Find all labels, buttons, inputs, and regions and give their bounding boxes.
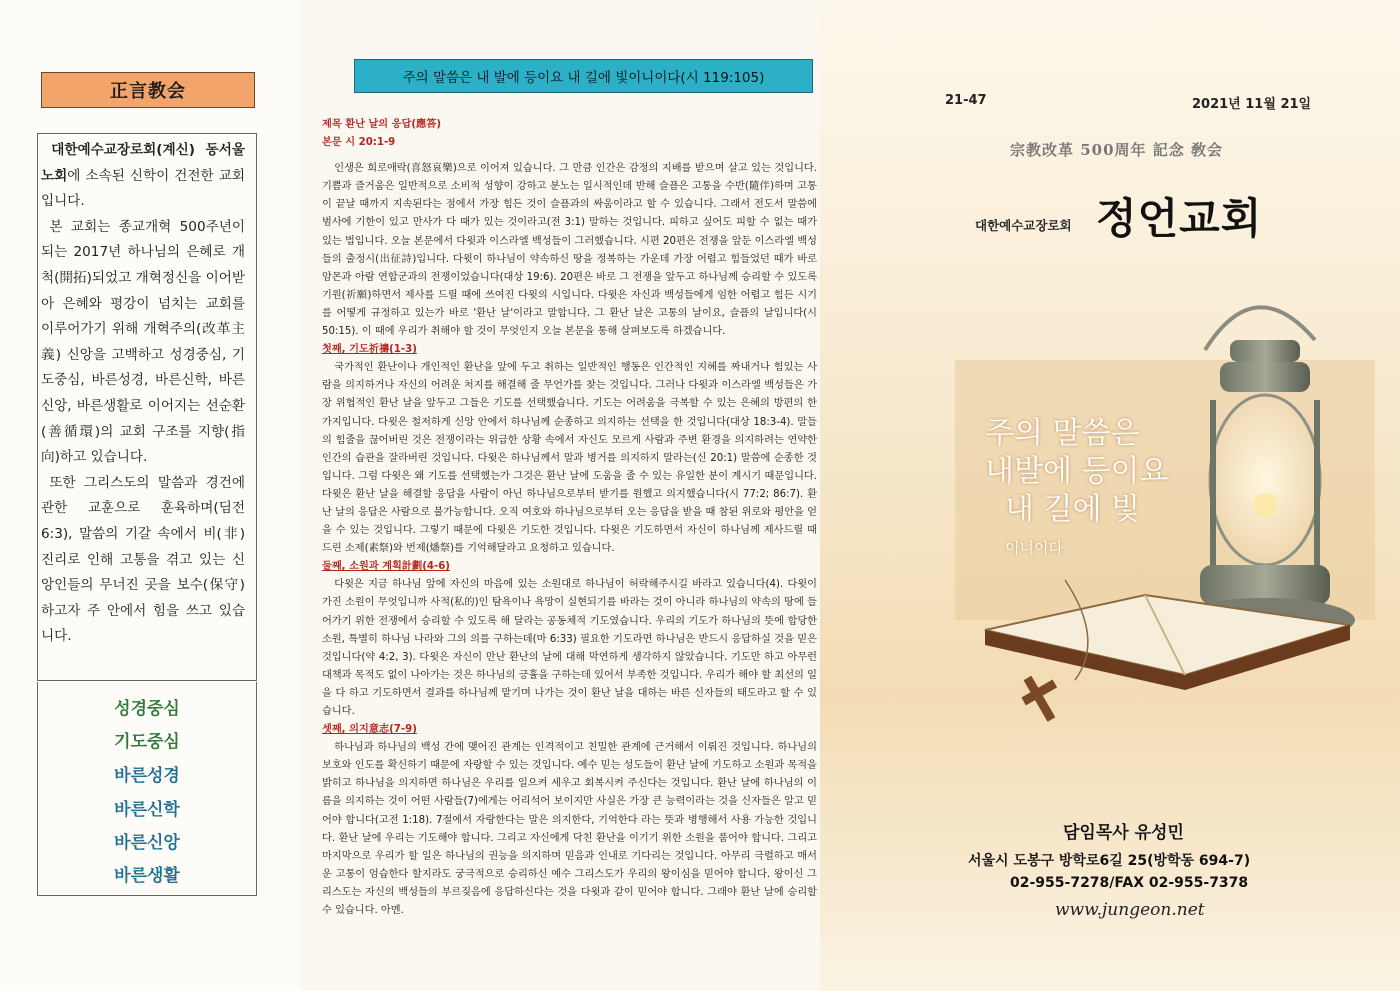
motto-item: 바른신학 [114,800,180,820]
intro-text: 본 교회는 종교개혁 500주년이 되는 2017년 하나님의 은혜로 개척(開拓)되었고 개혁정신을 이어받아 은혜와 평강이 넘치는 교회를 이루어가기 위해 개혁주의(改革主義) 신앙을 고백하고 성경중심, 기도중심, 바른성경, 바른신학, 바른신앙, 바른생활로 이어지는 선순환(善循環)의 교회 구조를 지향(指向)하고 있습니다. [41,218,246,466]
section-text: 국가적인 환난이나 개인적인 환난을 앞에 두고 취하는 일반적인 행동은 인간적인 지혜를 짜내거나 힘있는 사람을 의지하거나 자신의 어려운 처지를 해결해 줄 무언가를 찾는 것입니다. 그러나 다윗과 이스라엘 백성들은 가장 위협적인 환난 날을 앞두고 그들은 기도를 선택했습니다. 기도는 어려움을 극복할 수 있는 은혜의 방편의 한 가지입니다. 다윗은 철저하게 신앙 안에서 하나님께 순종하고 의지하는 선택을 한 것입니다(대상 18:3-4). 말들의 힘줄을 끊어버린 것은 전쟁이라는 위급한 상황 속에서 자신도 모르게 사람과 주변 환경을 의지하려는 연약한 인간의 습관을 잘라버린 것입니다. 다윗은 하나님께서 말과 병거를 의지하지 말라는(신 20:1) 말씀에 순종한 것입니다. 그럼 다윗은 왜 기도를 선택했는가 그것은 환난 날에 도움을 줄 수 있는 유일한 분이 계시기 때문입니다. 다윗은 환난 날을 해결할 응답을 사람이 아닌 하나님으로부터 받기를 원했고 의지했습니다(시 77:2; 86:7). 환난 날의 응답은 사람으로 불가능합니다. 오직 여호와 하나님으로부터 오는 응답을 받을 때 참된 위로와 평안을 얻을 수 있는 것입니다. 그렇기 때문에 다윗은 기도한 것입니다. 다윗은 기도하면서 자신이 하나님께 제사드릴 때 드린 소제(素祭)와 번제(燔祭)를 기억해달라고 요청하고 있습니다. [322,362,817,555]
motto-item: 바른성경 [114,766,180,786]
church-address: 서울시 도봉구 방학로6길 25(방학동 694-7) [968,853,1251,869]
calligraphy-line: 내발에 등이요 [985,454,1169,489]
intro-text: 또한 그리스도의 말씀과 경건에 관한 교훈으로 훈육하며(딤전 6:3), 말씀의 기갈 속에서 비(非) 진리로 인해 고통을 겪고 있는 신앙인들의 무너진 곳을 보수(保守)하고자 주 안에서 힘을 쓰고 있습니다. [41,474,245,645]
sermon-intro: 인생은 희로애락(喜怒哀樂)으로 이어져 있습니다. 그 만큼 인간은 감정의 지배를 받으며 살고 있는 것입니다. 기쁨과 즐거움은 일반적으로 소비적 성향이 강하고 분노는 일시적인데 반해 슬픔은 고통을 수반(隨伴)하며 고통이 끝날 때까지 지속된다는 점에서 가장 힘든 것이 슬픔과의 싸움이라고 할 수 있습니다. 그래서 전도서 말씀에 범사에 기한이 있고 만사가 다 때가 있는 것이라고(전 3:1) 말하는 것입니다. 피하고 싶어도 피할 수 없는 때가 있는 법입니다. 오늘 본문에서 다윗과 이스라엘 백성들이 그러했습니다. 시편 20편은 전쟁을 앞둔 이스라엘 백성들의 출정시(出征詩)입니다. 다윗이 하나님이 약속하신 땅을 정복하는 가운데 가장 어렵고 힘들었던 때가 바로 암몬과 아람 연합군과의 전쟁이었습니다(대상 19:6). 20편은 바로 그 전쟁을 앞두고 하나님께 승리할 수 있도록 기원(祈願)하면서 제사를 드릴 때에 쓰여진 다윗의 시입니다. 다윗은 자신과 백성들에게 임한 어렵고 힘든 시기를 어떻게 규정하고 있는가 바로 '환난 날'이라고 말합니다. 그 환난 날은 고통의 날이요, 슬픔의 날입니다(시 50:15). 이 때에 우리가 취해야 할 것이 무엇인지 오늘 본문을 통해 살펴보도록 하겠습니다. [322,163,817,338]
denomination: 대한예수교장로회 [975,218,1072,233]
spacer [322,152,817,160]
motto-item: 바른신앙 [114,833,180,853]
verse-banner: 주의 말씀은 내 발에 등이요 내 길에 빛이니이다(시 119:105) [354,59,813,93]
pastor-name: 담임목사 유성민 [1063,823,1184,843]
church-website[interactable]: www.jungeon.net [1055,900,1205,920]
intro-bold: 대한예수교장로회(계신) 동서울 노회 [41,142,246,184]
issue-date: 2021년 11월 21일 [1192,97,1312,112]
church-name-hanja: 正言教会 [41,72,255,108]
motto-item: 기도중심 [114,732,180,752]
cover-subtitle: 宗教改革 500周年 記念 敎会 [1010,141,1223,159]
sermon-title: 제목 환난 날의 응답(應答) [322,119,442,130]
section-text: 다윗은 지금 하나님 앞에 자신의 마음에 있는 소원대로 하나님이 허락해주시길 바라고 있습니다(4). 다윗이 가진 소원이 무엇입니까 사적(私的)인 탐욕이나 욕망이 실현되기를 바라는 것이 아니라 하나님의 약속의 땅에 들어가기 위한 전쟁에서 승리할 수 있도록 해 달라는 공동체적 기도였습니다. 우리의 기도가 하나님의 뜻에 합당한 소원, 특별히 하나님 나라와 그의 의를 구하는데(마 6:33) 필요한 기도라면 하나님은 반드시 응답하실 것을 믿은 것입니다(약 4:2, 3). 다윗은 자신이 만난 환난의 날에 대해 막연하게 생각하지 않았습니다. 기도만 하고 아무런 대책과 목적도 없이 나아가는 것은 하나님의 긍휼을 구하는데 있어서 부족한 것입니다. 우리가 해야 할 최선의 일을 다 하고 기도하면서 결과를 하나님께 맡기며 나가는 것이 환난 날을 대하는 바른 신자들의 태도라고 할 수 있습니다. [322,579,817,717]
issue-number: 21-47 [945,93,987,108]
calligraphy-line: 주의 말씀은 [985,416,1140,451]
calligraphy-line: 이니이다 [1005,539,1063,557]
motto-item: 바른생활 [114,866,180,886]
section-heading: 둘째, 소원과 계획計劃(4-6) [322,561,450,573]
calligraphy-line: 내 길에 빛 [1005,492,1140,527]
intro-para-1 [41,138,245,215]
section-heading: 셋째, 의지意志(7-9) [322,724,417,736]
section-text: 하나님과 하나님의 백성 간에 맺어진 관계는 인격적이고 친밀한 관계에 근거해서 이뤄진 것입니다. 하나님의 보호와 인도를 확신하기 때문에 자랑할 수 있는 것입니다. 예수 믿는 성도들이 환난 날에 기도하고 소원과 목적을 밝히고 하나님을 의지하면 하나님은 우리를 일으켜 세우고 회복시켜 주신다는 것입니다. 환난 날에 하나님의 이름을 의지하는 것이 어떤 사람들(7)에게는 어리석어 보이지만 사실은 가장 큰 능력이라는 것을 신자들은 알고 믿어야 합니다(고전 1:18). 7절에서 자랑한다는 말은 의지한다, 기억한다 라는 뜻과 병행해서 사용 가능한 것입니다. 환난 날에 우리는 기도해야 합니다. 그리고 자신에게 닥친 환난을 이기기 위한 소원을 품어야 합니다. 그리고 마지막으로 우리가 할 일은 하나님의 권능을 의지하며 믿음과 인내로 기다리는 것입니다. 아무리 극렬하고 매서운 고통이 엄습한다 할지라도 궁극적으로 승리하신 예수 그리스도가 우리의 왕이심을 믿어야 합니다. 왕이신 그리스도는 자신의 백성들의 부르짖음에 응답하신다는 것을 다윗과 같이 믿어야 합니다. 그래야 환난 날에 승리할 수 있습니다. 아멘. [322,742,817,917]
calligraphy-verse [985,415,1168,567]
intro-text: 에 소속된 신학이 건전한 교회입니다. [41,167,245,210]
intro-para-3 [41,471,245,650]
sermon [322,116,817,920]
section-heading: 첫째, 기도祈禱(1-3) [322,344,417,356]
intro-para-2 [41,215,245,471]
cover-church-name: 정언교회 [1096,194,1263,243]
church-intro [41,138,245,650]
church-phone: 02-955-7278/FAX 02-955-7378 [1010,875,1249,891]
sermon-text-ref: 본문 시 20:1-9 [322,137,396,149]
motto-item: 성경중심 [114,699,180,719]
